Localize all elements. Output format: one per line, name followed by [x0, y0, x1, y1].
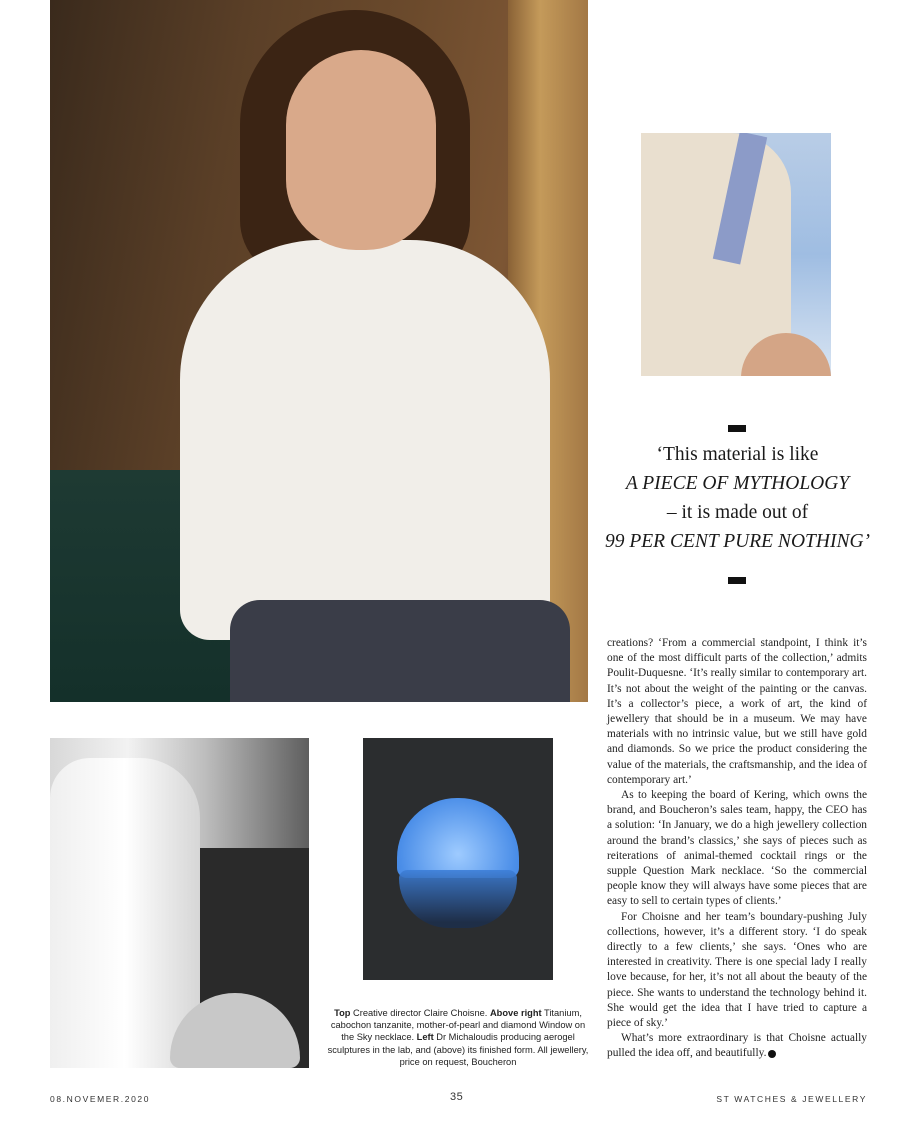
photo-pants-shape [230, 600, 570, 702]
body-paragraph-1: creations? ‘From a commercial standpoint, I think it’s one of the most difficult parts of the collection,’ admits Poulit-Duquesne. ‘It’s really similar to contemporary art. It’s not about the weight of the painting or the canvas. It’s a collector’s piece, a work of art, the kind of jewellery that should be in a museum. We may have materials with no intrinsic value, but we still have gold and diamonds. So we price the product considering the value of the materials, the craftsmanship, and the idea of contemporary art.’ [607, 637, 867, 786]
quote-line-3: – it is made out of [666, 502, 809, 523]
footer-date: 08.NOVEMER.2020 [50, 1094, 151, 1104]
quote-line-4: 99 PER CENT PURE NOTHING’ [604, 531, 871, 552]
caption-text-left: Dr Michaloudis producing aerogel sculptures in the lab, and (above) its finished form. All jewellery, price on request, Boucheron [327, 1032, 589, 1067]
portrait-photo [50, 0, 588, 702]
end-mark-icon [768, 1050, 776, 1058]
lab-photo [50, 738, 309, 1068]
article-body [607, 636, 867, 1062]
photo-aerogel-top [397, 798, 519, 878]
photo-lab-suit [50, 758, 200, 1068]
quote-mark-bottom [728, 577, 746, 584]
body-paragraph-3: For Choisne and her team’s boundary-pushing July collections, however, it’s a different story. ‘I do speak directly to a few clients,’ she says. ‘Ones who are interested in creativity. There is one special lady I really love because, for her, it’s not all about the beauty of the piece. She wants to understand the technology behind it. She would get the idea that I have tried to capture a piece of sky.’ [607, 910, 867, 1030]
photo-sweater-shape [180, 240, 550, 640]
caption-label-left: Left [416, 1032, 434, 1043]
quote-mark-top [728, 425, 746, 432]
aerogel-photo [363, 738, 553, 980]
pull-quote [600, 440, 875, 556]
necklace-model-photo [641, 133, 831, 376]
photo-caption [327, 1007, 589, 1068]
caption-text-above-right: Titanium, cabochon tanzanite, mother-of-pearl and diamond Window on the Sky necklace. [330, 1008, 586, 1043]
body-paragraph-4-text: What’s more extraordinary is that Choisne actually pulled the idea off, and beautifully. [607, 1032, 867, 1060]
quote-line-2: A PIECE OF MYTHOLOGY [625, 473, 850, 494]
quote-line-1: ‘This material is like [656, 444, 819, 465]
footer-section-title: ST WATCHES & JEWELLERY [716, 1094, 867, 1104]
body-paragraph-4 [607, 1031, 867, 1061]
caption-text-top: Creative director Claire Choisne. [350, 1008, 490, 1018]
caption-label-top: Top [334, 1008, 351, 1018]
caption-label-above-right: Above right [489, 1008, 542, 1018]
photo-face-shape [286, 50, 436, 250]
photo-aerogel-reflection [399, 870, 517, 928]
page-number: 35 [450, 1091, 464, 1103]
body-paragraph-2: As to keeping the board of Kering, which owns the brand, and Boucheron’s sales team, happy, the CEO has a solution: ‘In January, we do a high jewellery collection around the brand’s classics,’ she says of pieces such as reiterations of animal-themed cocktail rings or the supple Question Mark necklace. ‘So the commercial people know they will always have some pieces that are easy to sell to certain types of clients.’ [607, 789, 867, 908]
